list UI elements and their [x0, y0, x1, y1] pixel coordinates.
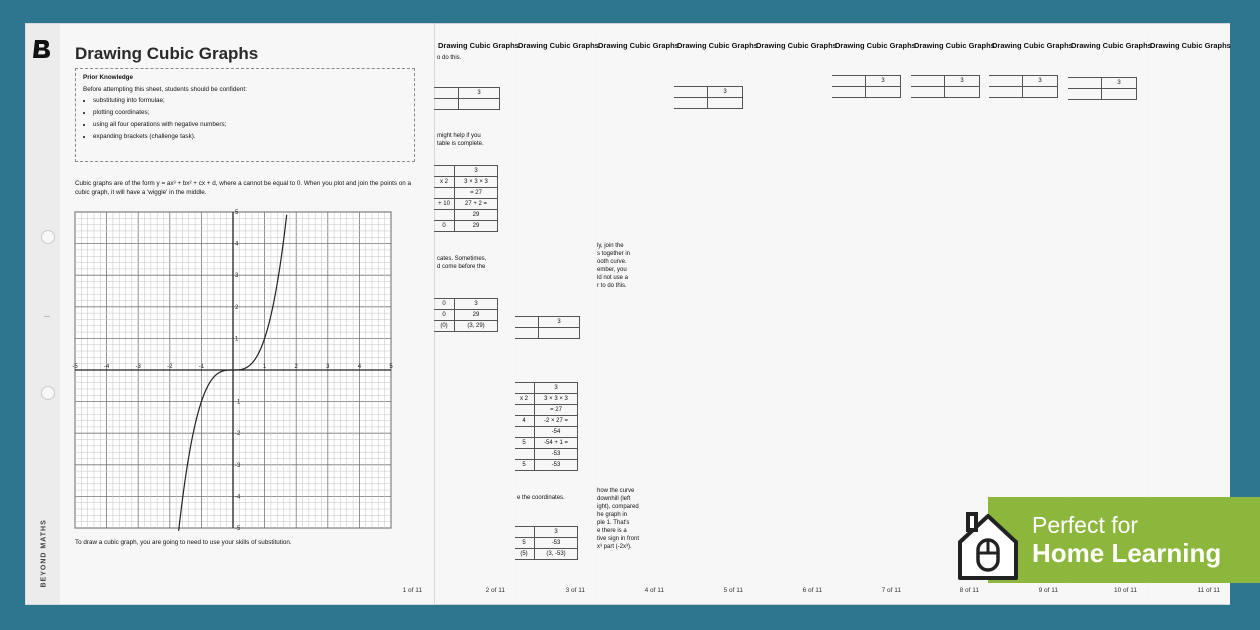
badge-line-1: Perfect for: [1032, 512, 1139, 538]
text-fragment: o do this.: [437, 55, 462, 61]
page-number: 11 of 11: [1197, 587, 1220, 594]
y-tick-label: -2: [235, 431, 241, 438]
value-table: 3 x 2 3 × 3 × 3 = 27 4 -2 × 27 = -54 5 -54 + 1 = -53 5 -53: [513, 382, 578, 471]
y-tick-label: 3: [235, 273, 239, 280]
page-number: 2 of 11: [485, 587, 505, 594]
page-title: Drawing Cubic Graphs: [756, 41, 837, 50]
page-title: Drawing Cubic Graphs: [914, 41, 995, 50]
page-title: Drawing Cubic Graphs: [992, 41, 1073, 50]
page-6: [752, 24, 837, 604]
value-table: 3 x 2 3 × 3 × 3 = 27 + 10 27 + 2 = 29 0 29: [433, 165, 498, 232]
divider: [44, 316, 50, 317]
value-table: 3: [909, 75, 980, 98]
front-page: [60, 24, 434, 604]
x-tick-label: 2: [294, 364, 298, 370]
list-item: • using all four operations with negative numbers;: [93, 121, 407, 128]
x-tick-label: -3: [135, 364, 141, 370]
brand-label: BEYOND MATHS: [40, 519, 48, 588]
list-item: • expanding brackets (challenge task).: [93, 133, 407, 140]
x-tick-label: -2: [167, 364, 173, 370]
value-table: 3: [672, 86, 743, 109]
text-fragment: e the coordinates.: [517, 495, 565, 501]
x-tick-label: 3: [326, 364, 330, 370]
x-tick-label: 4: [357, 364, 362, 370]
page-title: Drawing Cubic Graphs: [438, 41, 519, 50]
page-title: Drawing Cubic Graphs: [1071, 41, 1152, 50]
cubic-graph: [72, 210, 393, 532]
y-tick-label: -4: [235, 494, 241, 501]
page-number: 1 of 11: [402, 587, 422, 594]
x-tick-label: 5: [389, 364, 393, 370]
y-tick-label: -3: [235, 462, 241, 469]
page-5: [673, 24, 758, 604]
binding-spine: [26, 24, 61, 604]
punch-hole: [41, 386, 55, 400]
text-fragment: cates. Sometimes, d come before the: [437, 256, 487, 270]
beyond-logo: [33, 38, 51, 60]
punch-hole: [41, 230, 55, 244]
prior-knowledge-heading: Prior Knowledge: [83, 74, 134, 81]
y-tick-label: 4: [235, 241, 239, 248]
prior-knowledge-intro: Before attempting this sheet, students should be confident:: [83, 86, 247, 93]
y-tick-label: 5: [235, 210, 239, 216]
page-title: Drawing Cubic Graphs: [677, 41, 758, 50]
list-item: • plotting coordinates;: [93, 109, 407, 116]
page-2: [434, 24, 519, 604]
home-mouse-icon: [954, 508, 1022, 582]
value-table: 3: [830, 75, 901, 98]
page-number: 6 of 11: [802, 587, 822, 594]
badge-text: [1032, 512, 1221, 568]
page-title: Drawing Cubic Graphs: [835, 41, 916, 50]
intro-paragraph: Cubic graphs are of the form y = ax³ + bx² + cx + d, where a cannot be equal to 0. When you plot and join the points on a cubic graph, it will have a 'wiggle' in the middle.: [75, 180, 412, 196]
page-7: [831, 24, 916, 604]
page-title: Drawing Cubic Graphs: [75, 44, 259, 63]
page-number: 9 of 11: [1038, 587, 1058, 594]
page-4: [594, 24, 679, 604]
x-tick-label: -5: [72, 364, 78, 370]
page-title: Drawing Cubic Graphs: [518, 41, 599, 50]
value-table: 3: [1066, 77, 1137, 100]
value-table: 3: [433, 87, 500, 110]
y-tick-label: -5: [235, 526, 241, 532]
page-title: Drawing Cubic Graphs: [1150, 41, 1231, 50]
value-table: 3 5 -53 (5) (3, -53): [513, 526, 578, 560]
page-number: 5 of 11: [723, 587, 743, 594]
value-table: 3: [987, 75, 1058, 98]
x-tick-label: -1: [198, 364, 205, 370]
footer-text: To draw a cubic graph, you are going to need to use your skills of substitution.: [75, 539, 292, 546]
value-table: 0 3 0 29 (0) (3, 29): [433, 298, 498, 332]
text-fragment: how the curve downhill (left ight), compared he graph in ple 1. That's e there is a tive sign in front x³ part (-2x³).: [597, 488, 640, 550]
page-3: [514, 24, 599, 604]
value-table: 3: [513, 316, 580, 339]
prior-knowledge-box: [75, 68, 415, 162]
list-item: • substituting into formulae;: [93, 97, 407, 104]
page-number: 3 of 11: [565, 587, 585, 594]
page-number: 8 of 11: [959, 587, 979, 594]
page-title: Drawing Cubic Graphs: [598, 41, 679, 50]
x-tick-label: -4: [103, 364, 110, 370]
x-tick-label: 1: [262, 364, 267, 370]
page-number: 7 of 11: [881, 587, 901, 594]
y-tick-label: -1: [235, 399, 241, 406]
text-fragment: ly, join the s together in ooth curve. ember, you ld not use a r to do this.: [597, 243, 631, 289]
y-tick-label: 2: [235, 304, 239, 311]
page-number: 4 of 11: [644, 587, 664, 594]
y-tick-label: 1: [235, 336, 239, 343]
prior-knowledge-list: [83, 97, 407, 140]
badge-line-2: Home Learning: [1032, 538, 1222, 568]
text-fragment: might help if you table is complete.: [437, 133, 484, 147]
page-number: 10 of 11: [1113, 587, 1137, 594]
